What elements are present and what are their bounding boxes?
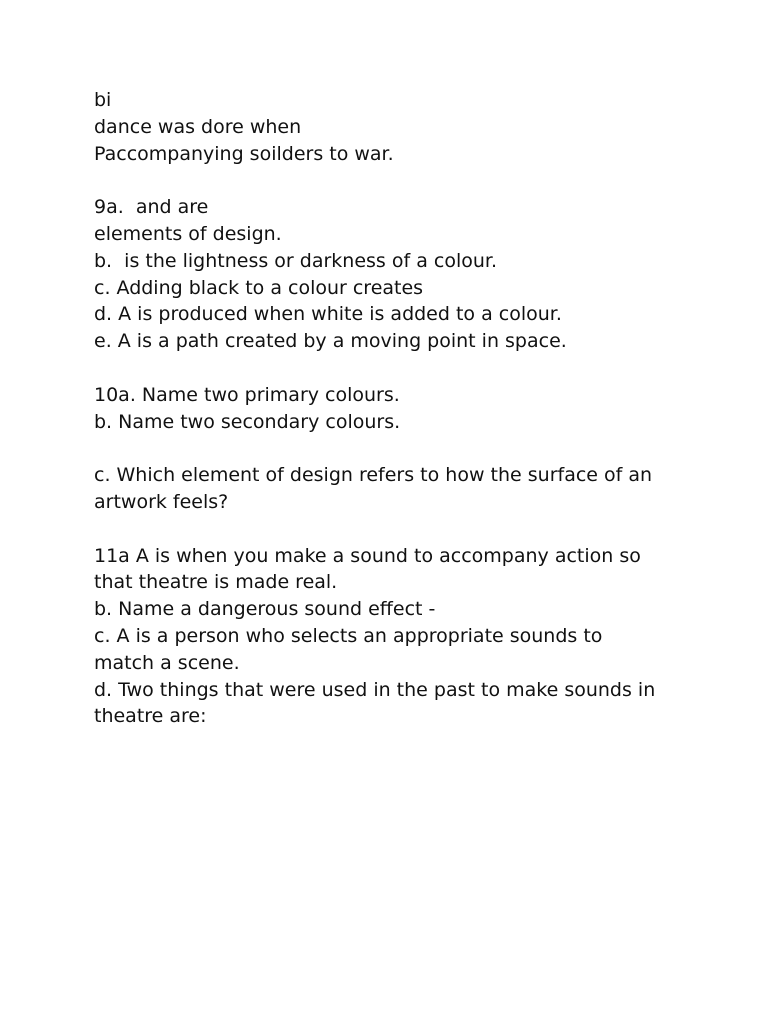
question-11b: b. Name a dangerous sound effect -: [94, 598, 436, 621]
text-line-bi: bi: [94, 89, 112, 111]
question-9c: c. Adding black to a colour creates: [94, 276, 424, 299]
blank-line: [94, 516, 694, 543]
question-11a: 11a A is when you make a sound to accompany action so: [94, 544, 641, 567]
question-9d: d. A is produced when white is added to a colour.: [94, 303, 562, 326]
question-9a-continued: elements of design.: [94, 222, 282, 245]
text-line-dance: dance was dore when: [94, 115, 302, 138]
question-11d: d. Two things that were used in the past to make sounds in: [94, 678, 656, 701]
blank-line: [94, 435, 694, 462]
question-9b: b. is the lightness or darkness of a colour.: [94, 249, 498, 272]
question-10c: c. Which element of design refers to how the surface of an: [94, 464, 653, 487]
document-text: [94, 87, 694, 730]
blank-line: [94, 167, 694, 194]
question-11d-continued: theatre are:: [94, 705, 207, 728]
text-line-accompanying: Paccompanying soilders to war.: [94, 142, 394, 165]
question-11c-continued: match a scene.: [94, 651, 240, 674]
question-10c-continued: artwork feels?: [94, 490, 229, 513]
blank-line: [94, 355, 694, 382]
question-10a: 10a. Name two primary colours.: [94, 383, 400, 406]
question-11c: c. A is a person who selects an appropriate sounds to: [94, 624, 603, 647]
question-10b: b. Name two secondary colours.: [94, 410, 401, 433]
question-9a: 9a. and are: [94, 196, 209, 219]
question-9e: e. A is a path created by a moving point in space.: [94, 330, 567, 353]
question-11a-continued: that theatre is made real.: [94, 571, 338, 594]
